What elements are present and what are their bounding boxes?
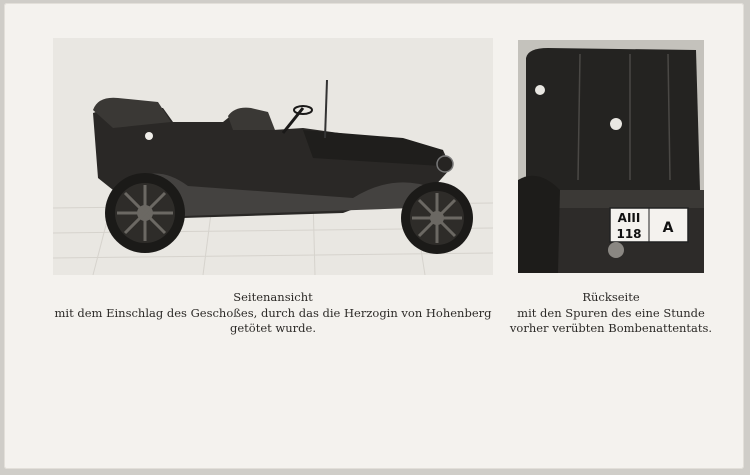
caption-left-line3: getötet wurde.: [230, 321, 316, 335]
side-view-photo: [53, 38, 493, 275]
caption-right-line3: vorher verübten Bombenattentats.: [509, 321, 713, 335]
caption-left-title: Seitenansicht: [233, 290, 313, 304]
plate-letter-text: A: [662, 220, 674, 236]
plate-bottom-text: 118: [616, 227, 642, 241]
caption-right-title: Rückseite: [582, 290, 640, 304]
vintage-car-rear-icon: [518, 40, 704, 273]
postcard: [4, 3, 744, 469]
rear-view-photo: [518, 40, 704, 273]
plate-top-text: AIII: [617, 211, 641, 225]
caption-left-line2: mit dem Einschlag des Geschoßes, durch das die Herzogin von Hohenberg: [54, 305, 492, 320]
caption-right-line2: mit den Spuren des eine Stunde: [517, 305, 705, 320]
rear-view-caption: [509, 290, 713, 337]
vintage-car-side-icon: [53, 38, 493, 275]
side-view-caption: [53, 290, 493, 337]
